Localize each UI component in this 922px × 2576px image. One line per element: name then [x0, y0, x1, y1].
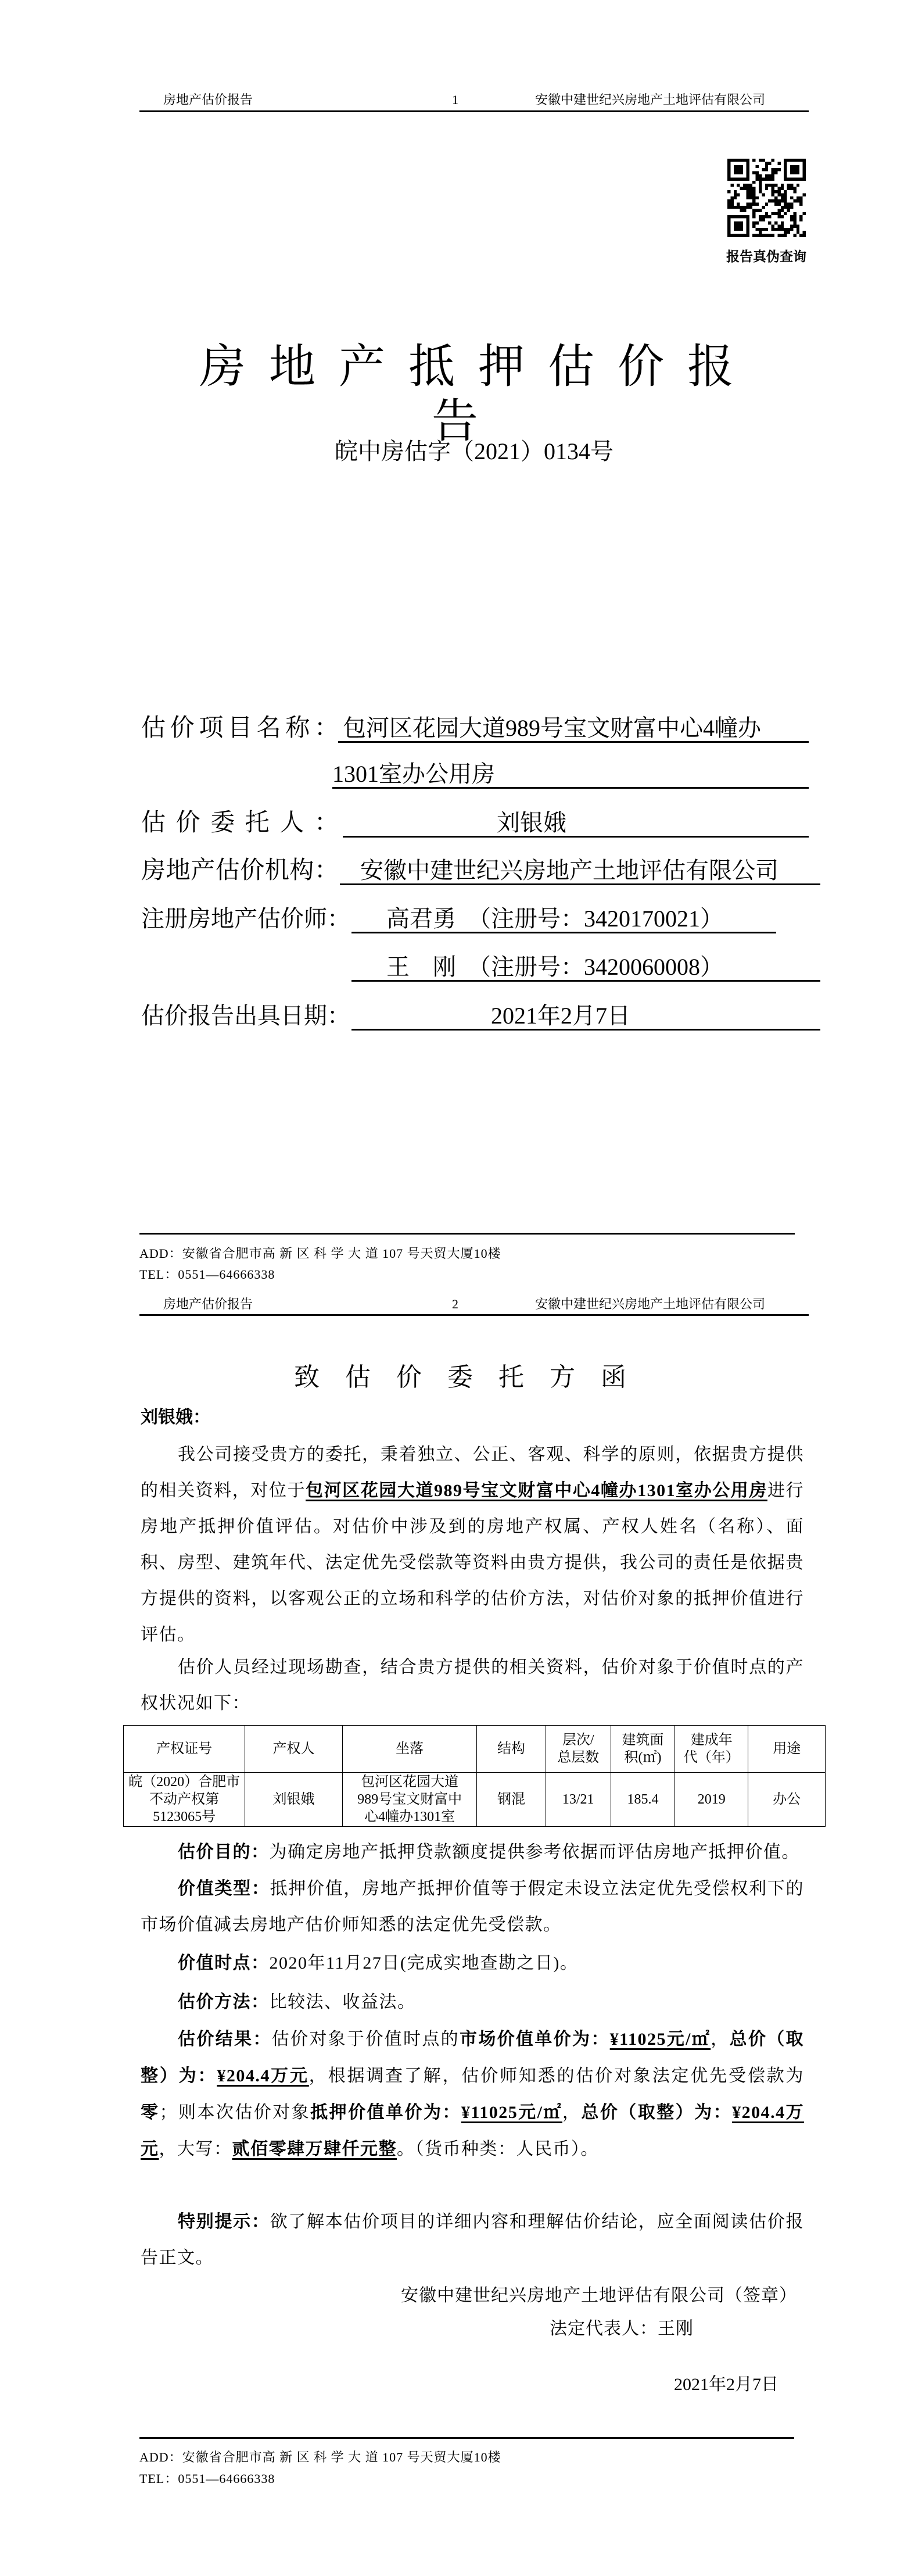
- highlighted-value: ¥11025元/㎡: [609, 2030, 711, 2049]
- field-project-name-cont: [141, 760, 821, 789]
- paragraph-notice: [141, 2204, 804, 2276]
- report-title: 房地产抵押估价报告: [199, 342, 757, 448]
- field-value: 高君勇 （注册号：3420170021）: [351, 904, 776, 933]
- field-value: 1301室办公用房: [332, 760, 809, 789]
- signature-company: 安徽中建世纪兴房地产土地评估有限公司（签章）: [401, 2286, 797, 2305]
- header-title: 房地产估价报告: [163, 92, 253, 107]
- paragraph-text: 进行房地产抵押价值评估。对估价中涉及到的房地产权属、产权人姓名（名称）、面积、房型、建筑年代、法定优先受偿款等资料由贵方提供，我公司的责任是依据贵方提供的资料，以客观公正的立场和科学的估价方法，对估价对象的抵押价值进行评估。: [141, 1481, 805, 1644]
- report-number: 皖中房估字（2021）0134号: [335, 438, 614, 464]
- highlighted-value: 包河区花园大道989号宝文财富中心4幢办1301室办公用房: [306, 1481, 767, 1500]
- footer-address: ADD：安徽省合肥市高 新 区 科 学 大 道 107 号天贸大厦10楼: [139, 1246, 501, 1261]
- table-cell-year: 2019: [675, 1773, 748, 1827]
- footer-phone: TEL：0551—64666338: [139, 2471, 275, 2486]
- bold-label: 估价方法：: [178, 1992, 270, 2012]
- table-cell-cert-no: 皖（2020）合肥市 不动产权第 5123065号: [124, 1773, 245, 1827]
- footer-phone: TEL：0551—64666338: [139, 1267, 275, 1282]
- field-project-name: [141, 714, 821, 743]
- page-number: 2: [452, 1297, 458, 1311]
- table-cell-structure: 钢混: [477, 1773, 546, 1827]
- paragraph-text: 欲了解本估价项目的详细内容和理解估价结论，应全面阅读估价报告正文。: [141, 2212, 805, 2267]
- table-cell-area: 185.4: [611, 1773, 675, 1827]
- table-header-cell: 建筑面 积(㎡): [611, 1726, 675, 1773]
- qr-code-icon[interactable]: [727, 159, 806, 237]
- highlighted-value: ¥204.4万元: [217, 2066, 309, 2085]
- table-header-cell: 层次/ 总层数: [546, 1726, 611, 1773]
- paragraph-text: ，: [711, 2030, 730, 2049]
- paragraph-value-type: [141, 1871, 804, 1943]
- paragraph-purpose: [141, 1834, 804, 1870]
- header-company: 安徽中建世纪兴房地产土地评估有限公司: [535, 1297, 766, 1311]
- paragraph-text: 估价对象于价值时点的: [271, 2030, 460, 2049]
- field-label: 估价委托人：: [141, 810, 339, 836]
- table-row: [124, 1773, 826, 1827]
- table-cell-owner: 刘银娥: [245, 1773, 343, 1827]
- field-value: 刘银娥: [343, 808, 809, 838]
- table-cell-usage: 办公: [748, 1773, 826, 1827]
- bold-label: 总价（取整）为：: [141, 2030, 805, 2085]
- highlighted-value: 贰佰零肆万肆仟元整: [232, 2139, 397, 2159]
- header-title: 房地产估价报告: [163, 1297, 253, 1311]
- table-cell-floor: 13/21: [546, 1773, 611, 1827]
- footer-address: ADD：安徽省合肥市高 新 区 科 学 大 道 107 号天贸大厦10楼: [139, 2450, 501, 2464]
- paragraph-intro: [141, 1437, 804, 1653]
- paragraph-text: 比较法、收益法。: [269, 1992, 416, 2012]
- table-header-row: [124, 1726, 826, 1773]
- field-label: 估价报告出具日期：: [141, 1003, 350, 1029]
- field-label: 注册房地产估价师：: [141, 906, 350, 932]
- property-table: [123, 1725, 826, 1827]
- field-report-date: [141, 1001, 821, 1031]
- paragraph-text: 为确定房地产抵押贷款额度提供参考依据而评估房地产抵押价值。: [269, 1842, 800, 1862]
- paragraph-result: [141, 2021, 804, 2167]
- table-header-cell: 建成年 代（年）: [675, 1726, 748, 1773]
- field-client: [141, 808, 821, 838]
- bold-label: 市场价值单价为：: [460, 2030, 610, 2049]
- field-label: 估价项目名称：: [141, 715, 339, 742]
- letter-date: 2021年2月7日: [674, 2375, 779, 2394]
- letter-title: 致估价委托方函: [294, 1363, 652, 1391]
- footer-divider: [139, 1233, 795, 1235]
- header-divider: [139, 110, 809, 112]
- field-label: 房地产估价机构：: [141, 857, 339, 884]
- header-divider: [139, 1314, 809, 1316]
- table-cell-location: 包河区花园大道 989号宝文财富中 心4幢办1301室: [342, 1773, 477, 1827]
- paragraph-text: 抵押价值，房地产抵押价值等于假定未设立法定优先受偿权利下的市场价值减去房地产估价师知悉的法定优先受偿款。: [141, 1879, 805, 1934]
- bold-label: 价值类型：: [178, 1879, 270, 1898]
- legal-representative: 法定代表人：王刚: [550, 2319, 694, 2338]
- paragraph-survey: [141, 1650, 804, 1722]
- paragraph-method: [141, 1984, 804, 2020]
- field-appraisers: [141, 904, 821, 933]
- bold-label: 特别提示：: [178, 2212, 270, 2231]
- paragraph-text: ，大写：: [159, 2139, 232, 2159]
- table-header-cell: 产权人: [245, 1726, 343, 1773]
- highlighted-value: ¥11025元/㎡: [461, 2103, 562, 2122]
- paragraph-text: ，根据调查了解，估价师知悉的估价对象法定优先受偿款为: [308, 2066, 804, 2085]
- highlighted-value: ¥204.4万元: [141, 2103, 805, 2159]
- bold-label: 抵押价值单价为：: [310, 2103, 461, 2122]
- table-header-cell: 产权证号: [124, 1726, 245, 1773]
- field-appraisers-cont: [141, 953, 821, 982]
- header-company: 安徽中建世纪兴房地产土地评估有限公司: [535, 92, 766, 107]
- field-value: 2021年2月7日: [351, 1001, 820, 1031]
- bold-label: 零: [141, 2103, 160, 2122]
- paragraph-text: 2020年11月27日(完成实地查勘之日)。: [269, 1954, 579, 1973]
- table-header-cell: 结构: [477, 1726, 546, 1773]
- field-value: 包河区花园大道989号宝文财富中心4幢办: [338, 714, 809, 743]
- bold-label: 价值时点：: [178, 1954, 270, 1973]
- paragraph-text: 我公司接受贵方的委托，秉着独立、公正、客观、科学的原则，依据贵方提供的相关资料，对位于: [141, 1445, 804, 1500]
- field-value: 王 刚 （注册号：3420060008）: [351, 953, 820, 982]
- paragraph-text: 估价人员经过现场勘查，结合贵方提供的相关资料，估价对象于价值时点的产权状况如下：: [141, 1658, 804, 1713]
- field-appraisal-agency: [141, 856, 821, 885]
- paragraph-text: ；则本次估价对象: [159, 2103, 311, 2122]
- page-number: 1: [452, 92, 458, 107]
- paragraph-value-date: [141, 1945, 804, 1981]
- bold-label: 总价（取整）为：: [581, 2103, 733, 2122]
- bold-label: 估价目的：: [178, 1842, 270, 1862]
- table-header-cell: 坐落: [342, 1726, 477, 1773]
- paragraph-text: 。（货币种类：人民币）。: [397, 2139, 599, 2159]
- paragraph-text: ，: [562, 2103, 582, 2122]
- qr-label: 报告真伪查询: [726, 249, 806, 264]
- field-value: 安徽中建世纪兴房地产土地评估有限公司: [340, 856, 820, 885]
- bold-label: 估价结果：: [178, 2030, 272, 2049]
- salutation: 刘银娥：: [141, 1408, 210, 1427]
- table-header-cell: 用途: [748, 1726, 826, 1773]
- footer-divider: [139, 2437, 794, 2439]
